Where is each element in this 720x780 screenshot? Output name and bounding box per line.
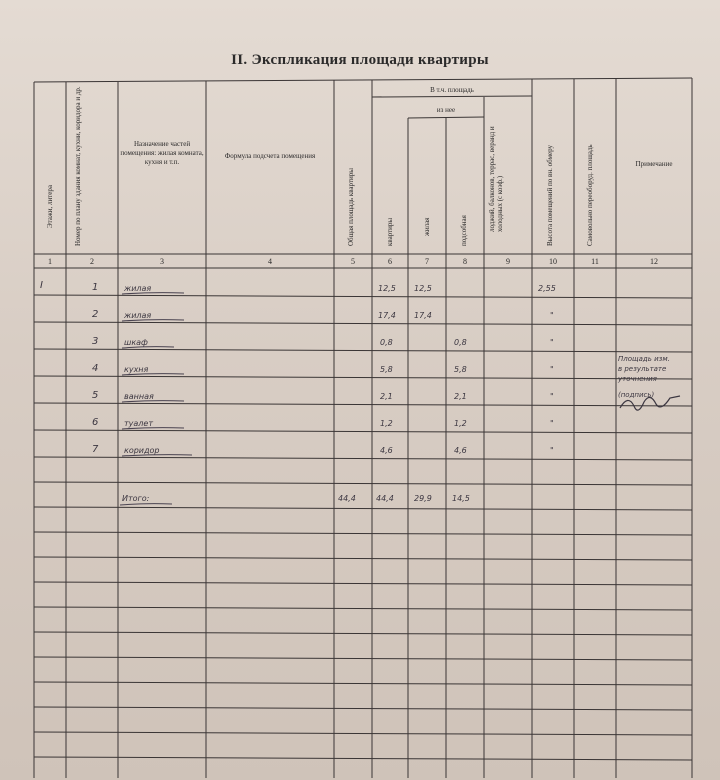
row-4-height: ": [550, 365, 554, 374]
row-5-number: 5: [92, 390, 99, 401]
row-3-purpose: шкаф: [124, 338, 148, 347]
colnum-6: 6: [388, 257, 392, 266]
row-2-living: 17,4: [414, 311, 432, 320]
header-room-number: Номер по плану здания комнат, кухни, коридора и др.: [74, 86, 82, 246]
header-purpose: Назначение частей помещения: жилая комната, кухня и т.п.: [120, 140, 204, 166]
row-2-height: ": [550, 311, 554, 320]
colnum-7: 7: [425, 257, 429, 266]
note-line-3: уточнения: [618, 375, 657, 383]
row-5-height: ": [550, 392, 554, 401]
row-1-number: 1: [92, 282, 99, 293]
row-1-purpose: жилая: [124, 284, 152, 293]
colnum-2: 2: [90, 257, 94, 266]
row-6-number: 6: [92, 417, 99, 428]
row-2-number: 2: [92, 309, 99, 320]
row-3-aux: 0,8: [454, 338, 467, 347]
row-4-aux: 5,8: [454, 365, 467, 374]
row-1-living: 12,5: [414, 284, 432, 293]
colnum-8: 8: [463, 257, 467, 266]
row-7-aux: 4,6: [454, 446, 467, 455]
colnum-10: 10: [549, 257, 557, 266]
row-4-number: 4: [92, 363, 99, 374]
colnum-1: 1: [48, 257, 52, 266]
header-unauthorized: Самовольно переоборуд. площадь: [586, 144, 594, 246]
header-total-area: Общая площадь квартиры: [347, 168, 355, 246]
total-col5: 44,4: [338, 494, 356, 503]
note-line-4: (подпись): [618, 391, 655, 399]
row-7-purpose: коридор: [124, 446, 160, 455]
row-4-purpose: кухня: [124, 365, 149, 374]
colnum-11: 11: [591, 257, 599, 266]
note-text: [618, 354, 692, 400]
colnum-3: 3: [160, 257, 164, 266]
row-7-height: ": [550, 446, 554, 455]
row-5-aux: 2,1: [454, 392, 467, 401]
header-height: Высота помещений по вн. обмеру: [546, 144, 554, 246]
header-floor: Этажи, литера: [46, 185, 54, 228]
row-5-purpose: ванная: [124, 392, 154, 401]
row-2-total: 17,4: [378, 311, 396, 320]
header-loggias: лоджий, балконов, террас, веранд и холодных (с коэф.): [488, 126, 504, 232]
row-3-number: 3: [92, 336, 99, 347]
header-formula: Формула подсчета помещения: [224, 152, 316, 160]
header-group-area: В т.ч. площадь: [430, 86, 474, 94]
total-col6: 44,4: [376, 494, 394, 503]
row-1-total: 12,5: [378, 284, 396, 293]
row-2-purpose: жилая: [124, 311, 152, 320]
row-4-total: 5,8: [380, 365, 393, 374]
row-3-height: ": [550, 338, 554, 347]
row-6-aux: 1,2: [454, 419, 467, 428]
header-subgroup: из нее: [436, 106, 456, 114]
row-1-floor: I: [40, 280, 43, 291]
note-line-1: Площадь изм.: [618, 355, 670, 363]
total-living: 29,9: [414, 494, 432, 503]
row-6-total: 1,2: [380, 419, 393, 428]
header-note: Примечание: [635, 160, 673, 168]
row-5-total: 2,1: [380, 392, 393, 401]
total-aux: 14,5: [452, 494, 470, 503]
header-living: жилая: [423, 217, 431, 236]
colnum-5: 5: [351, 257, 355, 266]
colnum-12: 12: [650, 257, 658, 266]
row-7-number: 7: [92, 444, 99, 455]
row-6-height: ": [550, 419, 554, 428]
colnum-9: 9: [506, 257, 510, 266]
document-title: II. Экспликация площади квартиры: [231, 52, 489, 68]
row-3-total: 0,8: [380, 338, 393, 347]
total-label: Итого:: [122, 494, 150, 503]
header-apartment: квартиры: [386, 217, 394, 246]
note-line-2: в результате: [618, 365, 667, 373]
row-1-height: 2,55: [538, 284, 556, 293]
row-6-purpose: туалет: [124, 419, 153, 428]
header-auxiliary: подсобная: [460, 215, 468, 246]
colnum-4: 4: [268, 257, 272, 266]
row-7-total: 4,6: [380, 446, 393, 455]
